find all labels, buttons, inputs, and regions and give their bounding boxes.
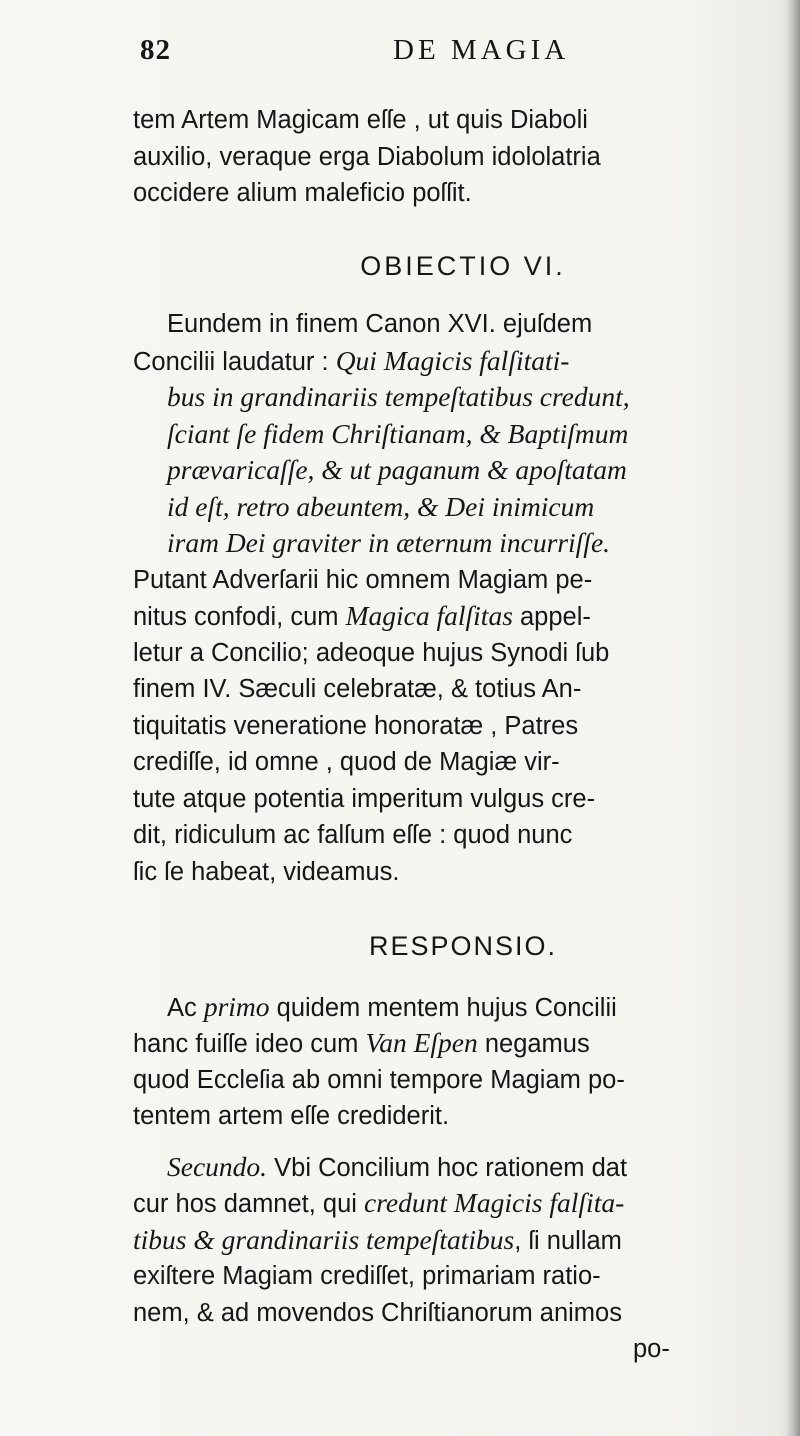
catchword: po- [633, 1335, 670, 1363]
text-line [133, 489, 793, 526]
paragraph-obiectio [133, 306, 793, 890]
text-line: ſic ſe habeat, videamus. [133, 857, 400, 886]
text-line: nem, & ad movendos Chriſtianorum animos [133, 1298, 622, 1327]
text-line [133, 525, 793, 562]
italic-quote: prævaricaſſe, & ut paganum & apoſtatam [167, 454, 627, 485]
page-header [140, 34, 780, 74]
italic-quote: bus in grandinariis tempeſtatibus credunt, [167, 381, 630, 412]
text-line: Secundo. Vbi Concilium hoc rationem dat [167, 1150, 628, 1182]
text-line: Eundem in finem Canon XVI. ejuſdem [167, 310, 593, 338]
section-heading-obiectio: OBIECTIO VI. [360, 250, 566, 281]
text-line: tentem artem eſſe crediderit. [133, 1102, 450, 1130]
italic-term: Magica falſitas [345, 600, 513, 631]
text-line: nitus confodi, cum Magica falſitas appel- [133, 600, 591, 631]
text-line [133, 416, 793, 453]
text-line: Concilii laudatur : Qui Magicis falſitati- [133, 344, 570, 376]
paragraph-secundo [133, 1149, 793, 1368]
italic-quote: id eſt, retro abeuntem, & Dei inimicum [167, 490, 595, 522]
running-head: DE MAGIA [393, 34, 570, 66]
italic-name: Van Eſpen [365, 1027, 478, 1058]
paragraph-continuation [133, 102, 793, 212]
paragraph-responsio [133, 989, 793, 1135]
text-line: quod Eccleſia ab omni tempore Magiam po- [133, 1065, 625, 1094]
italic-quote: iram Dei graviter in æternum incurriſſe. [167, 527, 611, 558]
text-line: finem IV. Sæculi celebratæ, & totius An- [133, 675, 582, 703]
page-number: 82 [140, 34, 171, 66]
text-line: auxilio, veraque erga Diabolum idololatria [133, 142, 601, 171]
text-line: letur a Concilio; adeoque hujus Synodi ſub [133, 638, 610, 667]
text-line: tibus & grandinariis tempeſtatibus, ſi nullam [133, 1223, 622, 1255]
text-line [133, 452, 793, 489]
body-text [133, 102, 793, 1368]
italic-quote: ſciant ſe fidem Chriſtianam, & Baptiſmum [167, 417, 629, 449]
text-line: occidere alium maleficio poſſit. [133, 179, 472, 207]
italic-term: primo [203, 990, 270, 1022]
text-line [133, 379, 793, 416]
italic-quote: credunt Magicis falſita- [364, 1187, 625, 1218]
text-line: cur hos damnet, qui credunt Magicis falſita- [133, 1187, 625, 1218]
text-line: tem Artem Magicam eſſe , ut quis Diaboli [133, 106, 588, 134]
section-heading-responsio: RESPONSIO. [368, 931, 558, 961]
text-line: tiquitatis veneratione honoratæ , Patres [133, 711, 579, 740]
text-line: dit, ridiculum ac falſum eſſe : quod nunc [133, 821, 573, 849]
text-line: tute atque potentia imperitum vulgus cre- [133, 784, 596, 813]
text-line: hanc fuiſſe ideo cum Van Eſpen negamus [133, 1027, 590, 1058]
italic-quote: tibus & grandinariis tempeſtatibus [133, 1223, 515, 1255]
italic-quote: Qui Magicis falſitati- [335, 344, 570, 376]
text-line: crediſſe, id omne , quod de Magiæ vir- [133, 748, 560, 776]
text-line: exiſtere Magiam crediſſet, primariam ratio- [133, 1262, 601, 1290]
italic-term: Secundo. [167, 1150, 268, 1182]
text-line: Ac primo quidem mentem hujus Concilii [167, 990, 617, 1022]
text-line: Putant Adverſarii hic omnem Magiam pe- [133, 565, 593, 594]
